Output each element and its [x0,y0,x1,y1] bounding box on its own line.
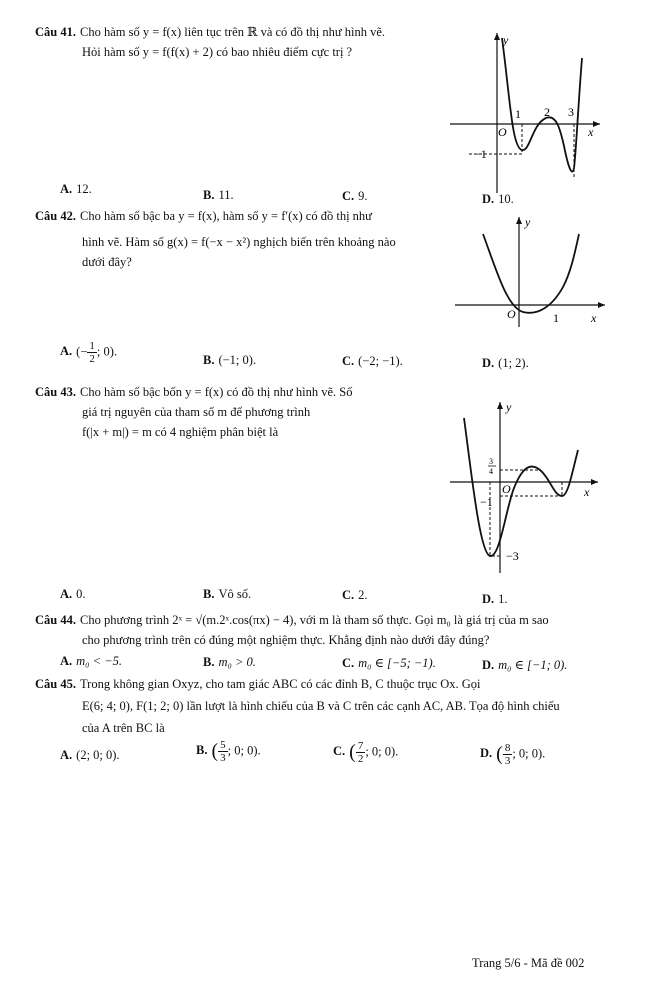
q41-option-b[interactable]: B. 11. [203,188,234,202]
q43-option-d[interactable]: D. 1. [482,592,508,606]
q44-option-d[interactable]: D. m₀ ∈ [−1; 0). [482,658,568,672]
q41-label: Câu 41. [35,25,76,39]
q42-graph-t1: 1 [553,311,559,325]
q42-graph-origin: O [507,307,516,321]
q43-graph-t34-den: 4 [489,467,493,476]
q41-option-c[interactable]: C. 9. [342,189,368,203]
q45-line2: E(6; 4; 0), F(1; 2; 0) lần lượt là hình chiếu của B và C trên các cạnh AC, AB. Tọa độ hình chiếu [82,699,560,713]
q42-line3: dưới đây? [82,255,132,269]
q41-graph-t2: 2 [544,105,550,119]
q44-option-b[interactable]: B. m₀ > 0. [203,655,256,669]
q44-option-a[interactable]: A. m₀ < −5. [60,654,123,668]
q43-line1 [35,384,352,401]
q45-line3: của A trên BC là [82,721,165,735]
q45-option-b[interactable]: B. ( $\frac{5}{3}$ ; 0; 0). [196,738,261,764]
q45-label: Câu 45. [35,677,76,691]
q41-option-d[interactable]: D. 10. [482,192,514,206]
q42-label: Câu 42. [35,209,76,223]
q42-option-d[interactable]: D. (1; 2). [482,356,529,370]
q43-text1: Cho hàm số bậc bốn y = f(x) có đồ thị như hình vẽ. Số [79,385,353,399]
q43-graph-y: y [506,400,512,414]
q41-graph-y: y [503,33,509,47]
q44-label: Câu 44. [35,613,76,627]
q42-graph [455,212,615,332]
q41-line1 [35,24,385,41]
q43-graph-origin: O [502,482,511,496]
q41-text1: Cho hàm số y = f(x) liên tục trên ℝ và có đồ thị như hình vẽ. [79,25,386,39]
q43-graph-x: x [584,485,590,499]
q45-text1: Trong không gian Oxyz, cho tam giác ABC có các đỉnh B, C thuộc trục Ox. Gọi [79,677,481,691]
q42-option-c[interactable]: C. (−2; −1). [342,354,403,368]
q42-option-b[interactable]: B. (−1; 0). [203,353,257,367]
q43-line2: giá trị nguyên của tham số m để phương trình [82,405,311,419]
q43-option-c[interactable]: C. 2. [342,588,368,602]
q43-option-a[interactable]: A. 0. [60,587,86,601]
q43-graph-t34-num: 3 [489,457,493,466]
q43-option-b[interactable]: B. Vô số. [203,587,252,601]
q41-line2: Hỏi hàm số y = f(f(x) + 2) có bao nhiêu điểm cực trị ? [82,45,353,59]
q41-graph-origin: O [498,125,507,139]
q42-graph-x: x [591,311,597,325]
q45-option-a[interactable]: A. (2; 0; 0). [60,748,120,762]
q41-graph-tm1: −1 [474,147,487,161]
q43-graph [450,398,610,578]
q43-graph-tm1: −1 [480,495,493,509]
q43-label: Câu 43. [35,385,76,399]
q44-line2: cho phương trình trên có đúng một nghiệm thực. Khẳng định nào dưới đây đúng? [82,633,490,647]
q44-option-c[interactable]: C. m₀ ∈ [−5; −1). [342,656,436,670]
q41-graph-x: x [588,125,594,139]
q45-option-d[interactable]: D. ( $\frac{8}{3}$ ; 0; 0). [480,741,546,767]
q44-line1 [35,612,549,629]
q41-graph-t1: 1 [515,107,521,121]
q41-option-a[interactable]: A. 12. [60,182,92,196]
q45-option-c[interactable]: C. ( $\frac{7}{2}$ ; 0; 0). [333,739,399,765]
q42-line2: hình vẽ. Hàm số g(x) = f(−x − x²) nghịch biến trên khoảng nào [82,235,396,249]
page-footer: Trang 5/6 - Mã đề 002 [472,956,585,970]
q45-line1 [35,676,481,693]
q41-graph-t3: 3 [568,105,574,119]
q44-text1: Cho phương trình 2ˣ = √(m.2ˣ.cos(πx) − 4), với m là tham số thực. Gọi m₀ là giá trị của m sao [79,613,549,627]
q42-graph-y: y [525,215,531,229]
q43-line3: f(|x + m|) = m có 4 nghiệm phân biệt là [82,425,279,439]
q41-graph [450,28,610,198]
q42-text1: Cho hàm số bậc ba y = f(x), hàm số y = f′(x) có đồ thị như [79,209,372,223]
q43-graph-tm3: −3 [506,549,519,563]
q42-line1 [35,208,372,225]
q42-option-a[interactable]: A. (− $\frac{1}{2}$ ; 0). [60,340,118,366]
